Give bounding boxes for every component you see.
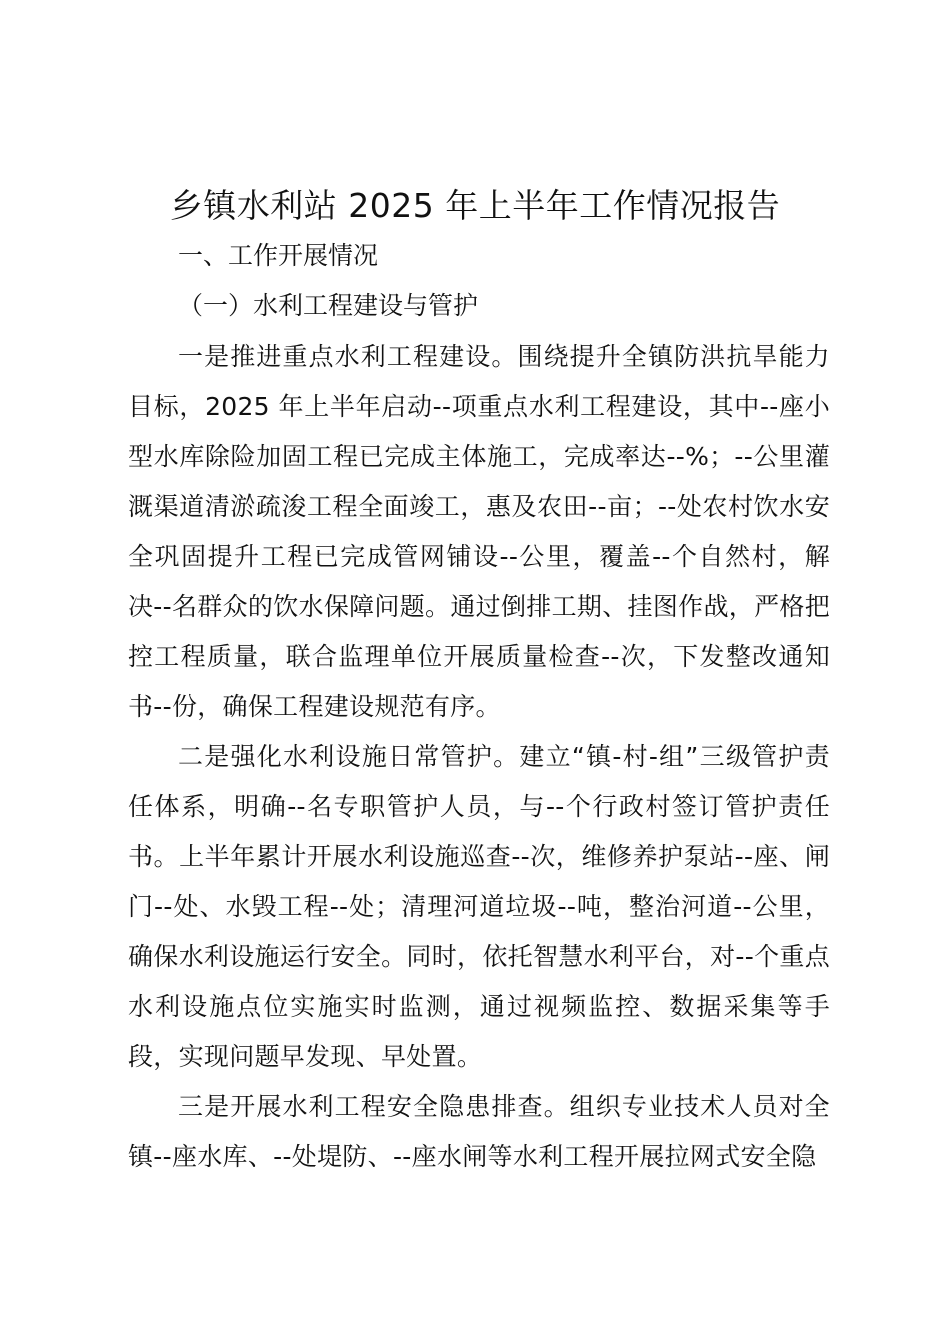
document-title: 乡镇水利站 2025 年上半年工作情况报告 bbox=[169, 186, 781, 225]
paragraph-1: 一是推进重点水利工程建设。围绕提升全镇防洪抗旱能力目标，2025 年上半年启动--项重点水利工程建设，其中--座小型水库除险加固工程已完成主体施工，完成率达--%；--公里灌溉渠道清淤疏浚工程全面竣工，惠及农田--亩；--处农村饮水安全巩固提升工程已完成管网铺设--公里，覆盖--个自然村，解决--名群众的饮水保障问题。通过倒排工期、挂图作战，严格把控工程质量，联合监理单位开展质量检查--次，下发整改通知书--份，确保工程建设规范有序。 bbox=[128, 342, 830, 721]
paragraph-2: 二是强化水利设施日常管护。建立“镇-村-组”三级管护责任体系，明确--名专职管护人员，与--个行政村签订管护责任书。上半年累计开展水利设施巡查--次，维修养护泵站--座、闸门--处、水毁工程--处；清理河道垃圾--吨，整治河道--公里，确保水利设施运行安全。同时，依托智慧水利平台，对--个重点水利设施点位实施实时监测，通过视频监控、数据采集等手段，实现问题早发现、早处置。 bbox=[128, 742, 830, 1071]
section-heading: 一、工作开展情况 bbox=[178, 241, 379, 270]
subsection-heading: （一）水利工程建设与管护 bbox=[178, 291, 479, 320]
paragraph-3: 三是开展水利工程安全隐患排查。组织专业技术人员对全镇--座水库、--处堤防、--座水闸等水利工程开展拉网式安全隐 bbox=[128, 1092, 830, 1171]
